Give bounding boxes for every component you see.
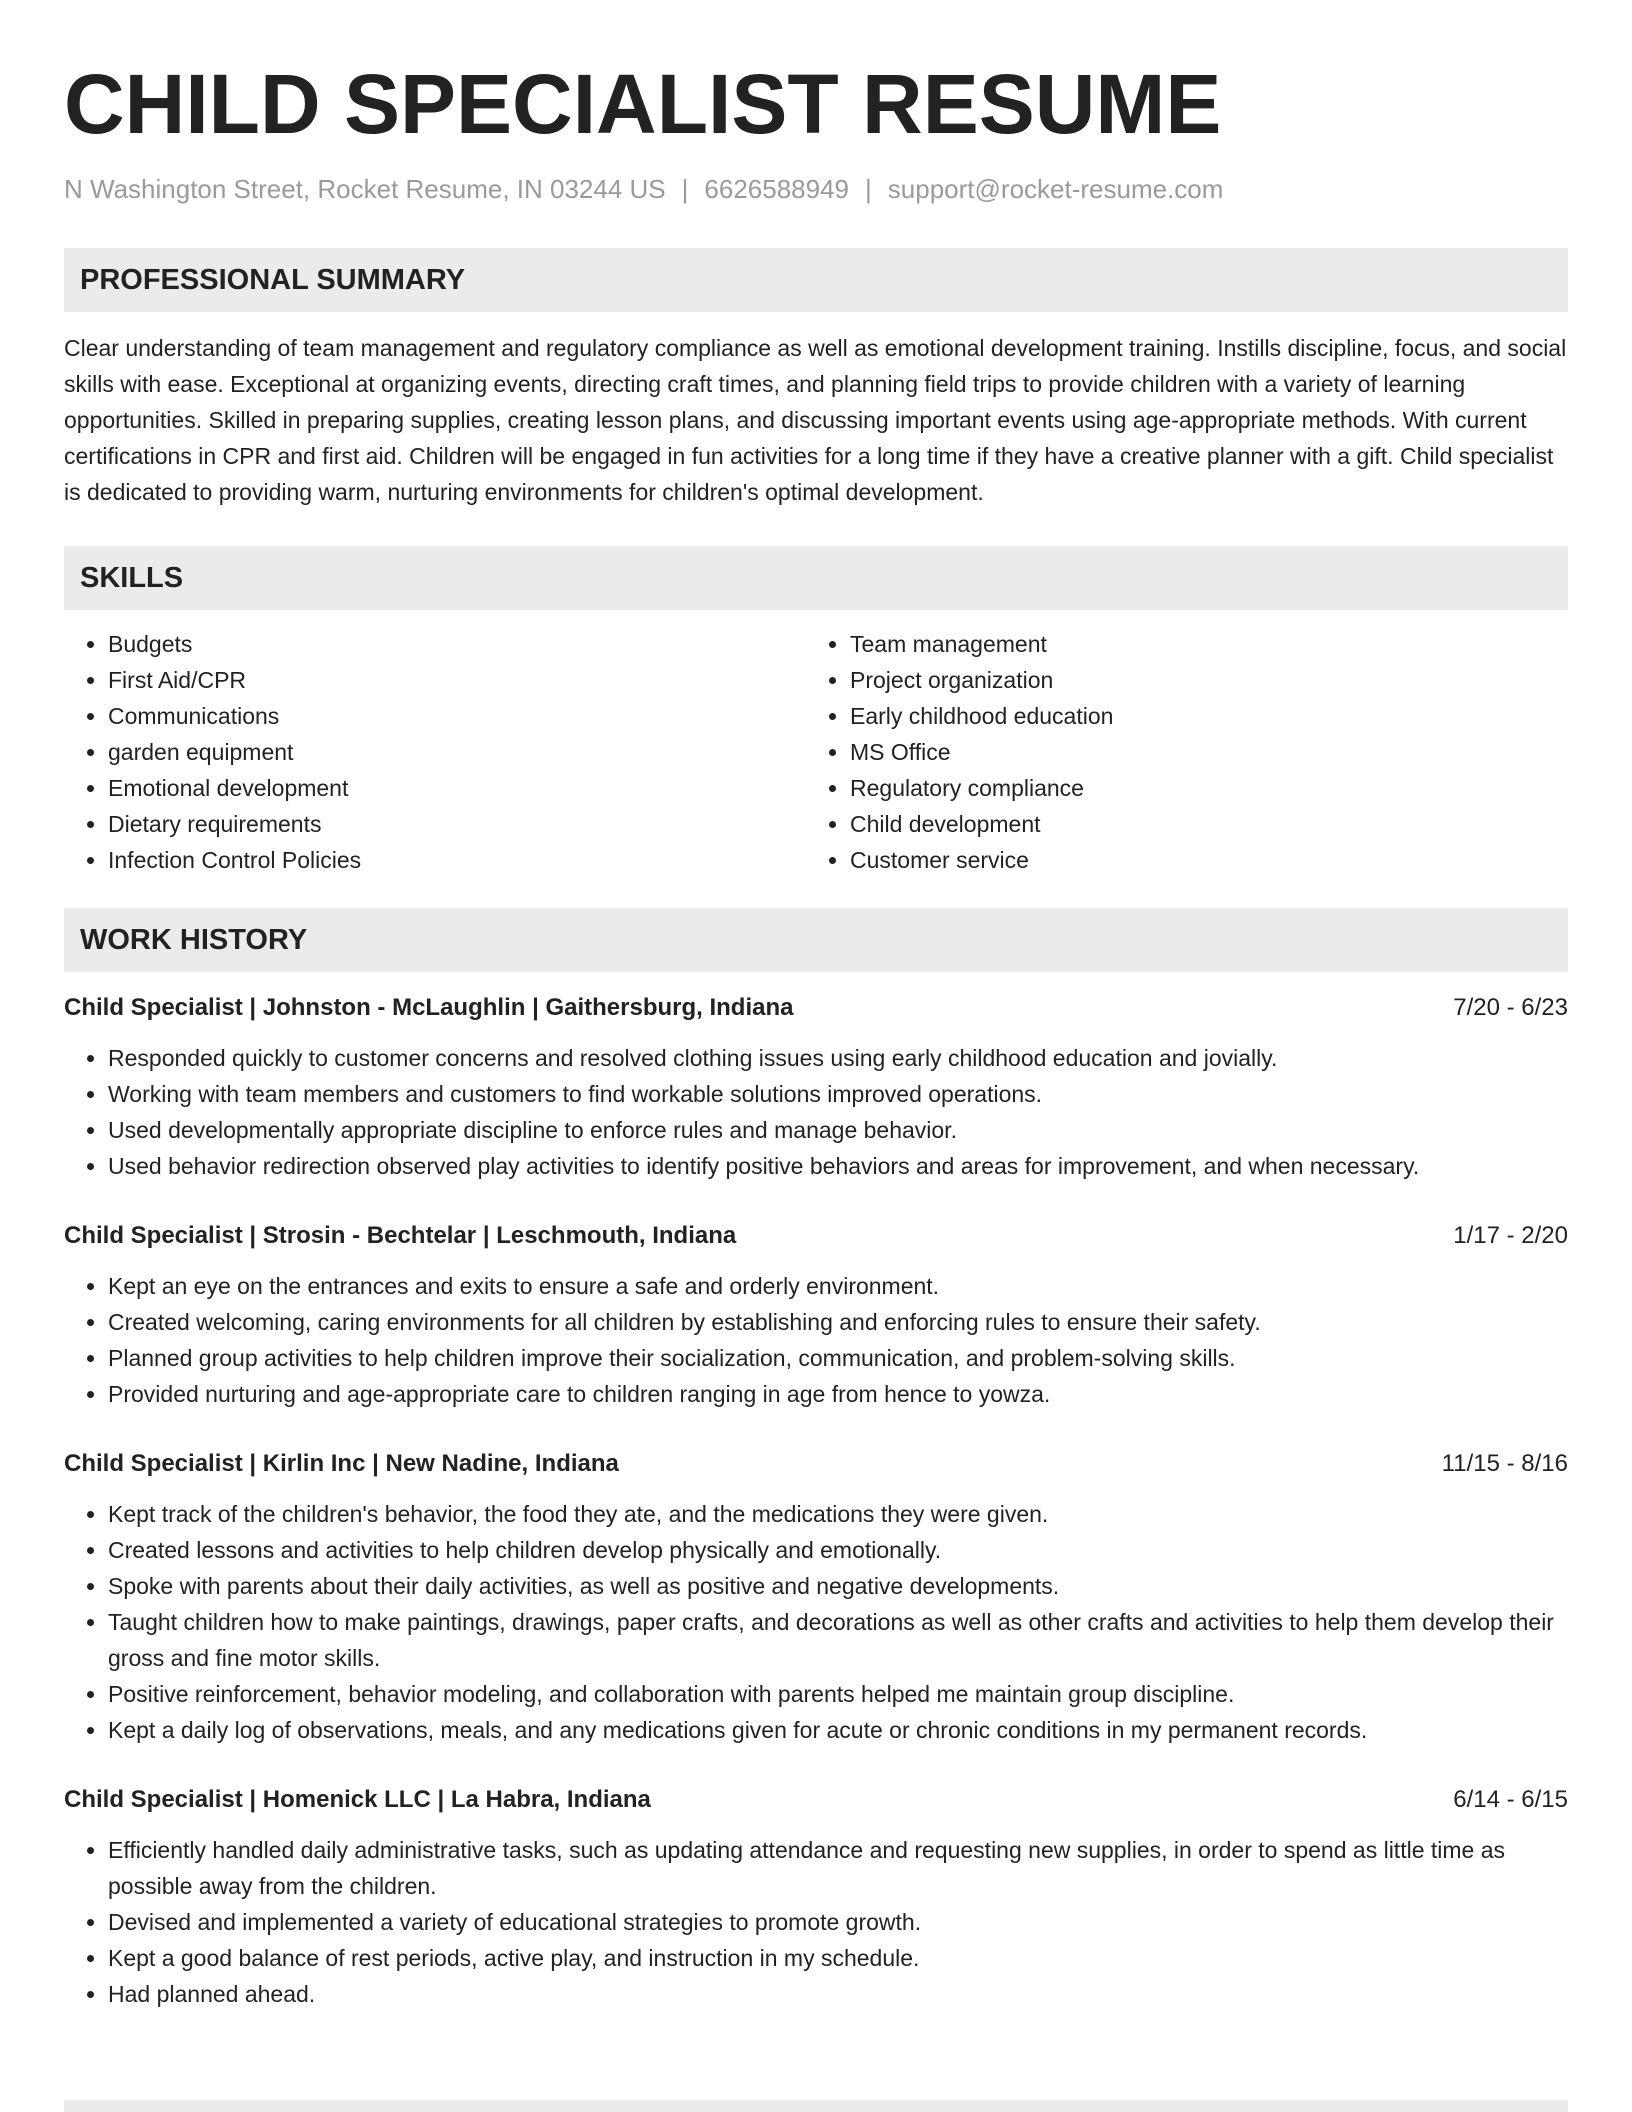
next-section-heading-bar bbox=[64, 2100, 1568, 2112]
resume-page bbox=[64, 56, 1568, 2012]
skills-list bbox=[64, 626, 1568, 878]
job-bullet: • Kept track of the children's behavior, the food they ate, and the medications they were given. bbox=[108, 1496, 1568, 1532]
skill-item: • Communications bbox=[108, 698, 808, 734]
skill-item: • Project organization bbox=[850, 662, 1550, 698]
summary-text: Clear understanding of team management and regulatory compliance as well as emotional development training. Instills discipline, focus, and social skills with ease. Exceptional at organizing events, directing craft times, and planning field trips to provide children with a variety of learning opportunities. Skilled in preparing supplies, creating lesson plans, and discussing important events using age-appropriate methods. With current certifications in CPR and first aid. Children will be engaged in fun activities for a long time if they have a creative planner with a gift. Child specialist is dedicated to providing warm, nurturing environments for children's optimal development. bbox=[64, 335, 1567, 505]
contact-address: N Washington Street, Rocket Resume, IN 03244 US bbox=[64, 174, 666, 204]
job-title: Child Specialist | Kirlin Inc | New Nadine, Indiana bbox=[64, 1450, 619, 1477]
job-bullet: • Used developmentally appropriate discipline to enforce rules and manage behavior. bbox=[108, 1112, 1568, 1148]
skill-item: • Child development bbox=[850, 806, 1550, 842]
skill-item: • Customer service bbox=[850, 842, 1550, 878]
job-bullet: • Created lessons and activities to help children develop physically and emotionally. bbox=[108, 1532, 1568, 1568]
skills-column-right bbox=[808, 626, 1550, 878]
skill-item: • Infection Control Policies bbox=[108, 842, 808, 878]
job-bullet: • Created welcoming, caring environments for all children by establishing and enforcing rules to ensure their safety. bbox=[108, 1304, 1568, 1340]
job-entry bbox=[64, 1218, 1568, 1412]
job-bullet: • Taught children how to make paintings, drawings, paper crafts, and decorations as well as other crafts and activities to help them develop their gross and fine motor skills. bbox=[108, 1604, 1568, 1676]
job-bullet: • Planned group activities to help children improve their socialization, communication, and problem-solving skills. bbox=[108, 1340, 1568, 1376]
skill-item: • Dietary requirements bbox=[108, 806, 808, 842]
job-bullet: • Kept an eye on the entrances and exits to ensure a safe and orderly environment. bbox=[108, 1268, 1568, 1304]
job-title: Child Specialist | Strosin - Bechtelar | Leschmouth, Indiana bbox=[64, 1222, 737, 1249]
section-heading-work-history: WORK HISTORY bbox=[64, 908, 1568, 972]
job-bullet: • Kept a daily log of observations, meals, and any medications given for acute or chronic conditions in my permanent records. bbox=[108, 1712, 1568, 1748]
contact-line bbox=[64, 172, 1568, 206]
job-bullet: • Devised and implemented a variety of educational strategies to promote growth. bbox=[108, 1904, 1568, 1940]
skill-item: • First Aid/CPR bbox=[108, 662, 808, 698]
contact-phone: 6626588949 bbox=[704, 174, 850, 204]
job-bullet: • Kept a good balance of rest periods, active play, and instruction in my schedule. bbox=[108, 1940, 1568, 1976]
job-dates: 1/17 - 2/20 bbox=[1453, 1222, 1568, 1249]
job-dates: 11/15 - 8/16 bbox=[1441, 1450, 1568, 1477]
skill-item: • Regulatory compliance bbox=[850, 770, 1550, 806]
skill-item: • Budgets bbox=[108, 626, 808, 662]
job-bullet: • Positive reinforcement, behavior modeling, and collaboration with parents helped me maintain group discipline. bbox=[108, 1676, 1568, 1712]
job-dates: 6/14 - 6/15 bbox=[1453, 1786, 1568, 1813]
section-heading-skills: SKILLS bbox=[64, 546, 1568, 610]
job-entry bbox=[64, 1446, 1568, 1748]
skill-item: • Early childhood education bbox=[850, 698, 1550, 734]
skill-item: • Emotional development bbox=[108, 770, 808, 806]
job-entry bbox=[64, 990, 1568, 1184]
contact-email: support@rocket-resume.com bbox=[887, 174, 1224, 204]
job-bullet: • Used behavior redirection observed play activities to identify positive behaviors and areas for improvement, and when necessary. bbox=[108, 1148, 1568, 1184]
job-title: Child Specialist | Johnston - McLaughlin | Gaithersburg, Indiana bbox=[64, 994, 794, 1021]
job-bullet: • Working with team members and customers to find workable solutions improved operations. bbox=[108, 1076, 1568, 1112]
job-bullet: • Efficiently handled daily administrative tasks, such as updating attendance and requesting new supplies, in order to spend as little time as possible away from the children. bbox=[108, 1832, 1568, 1904]
section-heading-summary: PROFESSIONAL SUMMARY bbox=[64, 248, 1568, 312]
job-entry bbox=[64, 1782, 1568, 2012]
job-bullet: • Had planned ahead. bbox=[108, 1976, 1568, 2012]
job-title: Child Specialist | Homenick LLC | La Habra, Indiana bbox=[64, 1786, 651, 1813]
job-bullet: • Spoke with parents about their daily activities, as well as positive and negative developments. bbox=[108, 1568, 1568, 1604]
skill-item: • MS Office bbox=[850, 734, 1550, 770]
skill-item: • garden equipment bbox=[108, 734, 808, 770]
skills-column-left bbox=[64, 626, 808, 878]
contact-separator: | bbox=[865, 174, 872, 204]
job-dates: 7/20 - 6/23 bbox=[1453, 994, 1568, 1021]
contact-separator: | bbox=[681, 174, 689, 204]
job-bullet: • Responded quickly to customer concerns and resolved clothing issues using early childhood education and jovially. bbox=[108, 1040, 1568, 1076]
resume-title: CHILD SPECIALIST RESUME bbox=[64, 57, 1222, 151]
skill-item: • Team management bbox=[850, 626, 1550, 662]
job-bullet: • Provided nurturing and age-appropriate care to children ranging in age from hence to yowza. bbox=[108, 1376, 1568, 1412]
